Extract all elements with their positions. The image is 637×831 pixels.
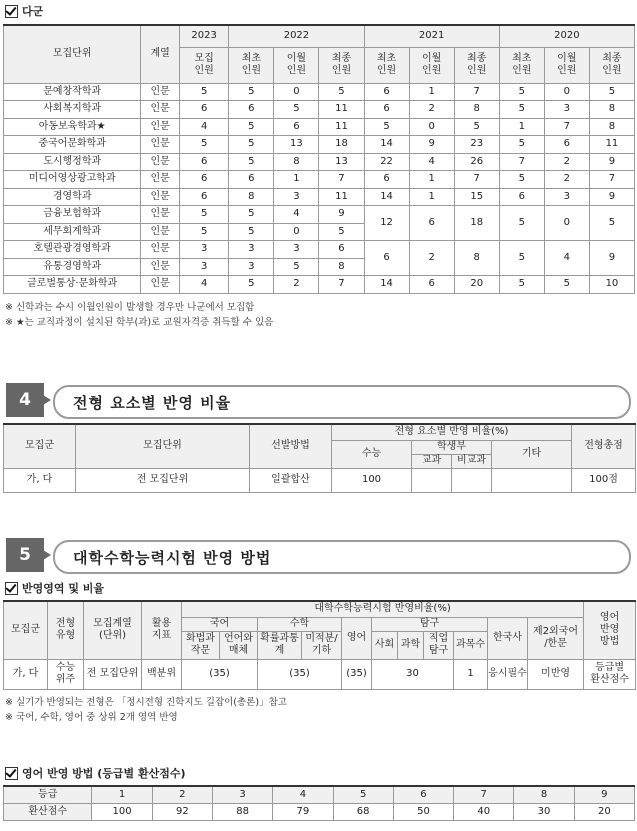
- table-cell: 5: [179, 223, 228, 241]
- table-cell: 5: [274, 101, 319, 119]
- table-cell: 23: [454, 136, 499, 154]
- cell-english: (35): [342, 659, 372, 689]
- grade-cell: 9: [574, 786, 634, 803]
- checkbox-icon: [5, 767, 18, 780]
- table-cell: 14: [364, 276, 409, 294]
- table-cell: 4: [409, 153, 454, 171]
- checkbox-icon: [5, 5, 18, 18]
- table-cell: 13: [319, 153, 364, 171]
- table-row: [4, 171, 635, 189]
- table-row: [4, 136, 635, 154]
- table-cell: 7: [589, 171, 634, 189]
- table-cell: 5: [499, 206, 544, 241]
- table-cell: 인문: [141, 101, 180, 119]
- table-cell: 6: [364, 241, 409, 276]
- table-cell: 3: [229, 241, 274, 259]
- table-cell: 6: [274, 118, 319, 136]
- score-cell: 92: [152, 803, 212, 820]
- col-inquiry: 탐구: [372, 617, 488, 631]
- table-cell: 3: [544, 188, 589, 206]
- table-cell: 20: [454, 276, 499, 294]
- table-cell: 6: [229, 171, 274, 189]
- dagun-table: [3, 24, 635, 294]
- table-cell: 11: [589, 136, 634, 154]
- table-cell: 2: [409, 101, 454, 119]
- eng-table-wrap: [0, 785, 637, 821]
- table-row: [4, 188, 635, 206]
- cell-group: 가, 다: [4, 659, 48, 689]
- grade-cell: 2: [152, 786, 212, 803]
- table-cell: 9: [409, 136, 454, 154]
- table-cell: 6: [364, 101, 409, 119]
- table-cell: 7: [499, 153, 544, 171]
- dagun-table-wrap: [0, 24, 637, 330]
- table-cell: 4: [544, 241, 589, 276]
- table-cell: 11: [319, 118, 364, 136]
- table-cell: 6: [179, 171, 228, 189]
- grade-cell: 7: [454, 786, 514, 803]
- col-korean-1: 화법과 작문: [182, 631, 220, 659]
- table-cell: 5: [229, 118, 274, 136]
- table-cell: 2: [409, 241, 454, 276]
- table-cell: 5: [499, 136, 544, 154]
- cell-unit: 전 모집단위: [76, 468, 250, 492]
- table-cell: 5: [229, 276, 274, 294]
- score-cell: 20: [574, 803, 634, 820]
- col-initial: 최초 인원: [364, 47, 409, 83]
- col-method: 선발방법: [250, 424, 332, 468]
- table-cell: 인문: [141, 223, 180, 241]
- table-cell: 5: [544, 276, 589, 294]
- csat-note: ※ 국어, 수학, 영어 중 상위 2개 영역 반영: [5, 711, 178, 723]
- reflect-heading: 반영영역 및 비율: [0, 580, 637, 596]
- cell-total: 100점: [572, 468, 636, 492]
- table-cell: 22: [364, 153, 409, 171]
- section-4-header: [3, 383, 633, 417]
- table-cell: 1: [409, 188, 454, 206]
- table-cell: 2: [274, 276, 319, 294]
- cell-math: (35): [258, 659, 342, 689]
- table-cell: 8: [589, 101, 634, 119]
- score-cell: 40: [454, 803, 514, 820]
- table-cell: 3: [544, 101, 589, 119]
- table-cell: 인문: [141, 241, 180, 259]
- table-cell: 3: [179, 241, 228, 259]
- cell-eng-method: 등급별 환산점수: [584, 659, 636, 689]
- table-cell: 4: [179, 276, 228, 294]
- table-cell: 5: [589, 206, 634, 241]
- table-cell: 5: [499, 276, 544, 294]
- table-cell: 13: [274, 136, 319, 154]
- col-group: 모집군: [4, 601, 48, 659]
- section-number: 4: [6, 383, 44, 417]
- section-number: 5: [6, 538, 44, 572]
- table-cell: 3: [229, 258, 274, 276]
- col-vocational: 직업 탐구: [424, 631, 454, 659]
- cell-unit: 금융보험학과: [4, 206, 141, 224]
- table-cell: 15: [454, 188, 499, 206]
- cell-unit: 문예창작학과: [4, 83, 141, 101]
- col-korean: 국어: [182, 617, 258, 631]
- table-cell: 3: [274, 241, 319, 259]
- col-final: 최종 인원: [589, 47, 634, 83]
- table-cell: 인문: [141, 188, 180, 206]
- col-subject-count: 과목수: [454, 631, 488, 659]
- table-cell: 5: [179, 206, 228, 224]
- table-cell: 5: [229, 136, 274, 154]
- table-cell: 인문: [141, 83, 180, 101]
- table-cell: 14: [364, 136, 409, 154]
- table-cell: 7: [319, 276, 364, 294]
- table-cell: 0: [274, 83, 319, 101]
- grade-label: 등급: [4, 786, 92, 803]
- table-cell: 4: [179, 118, 228, 136]
- table-cell: 인문: [141, 153, 180, 171]
- table-cell: 0: [544, 206, 589, 241]
- table-cell: 18: [454, 206, 499, 241]
- table-cell: 0: [544, 83, 589, 101]
- table-cell: 10: [589, 276, 634, 294]
- cell-history: 응시필수: [488, 659, 528, 689]
- score-cell: 88: [212, 803, 272, 820]
- table-cell: 6: [364, 171, 409, 189]
- table-cell: 7: [544, 118, 589, 136]
- table-cell: 5: [364, 118, 409, 136]
- grade-cell: 5: [333, 786, 393, 803]
- cell-unit: 글로벌통상·문화학과: [4, 276, 141, 294]
- col-final: 최종 인원: [454, 47, 499, 83]
- table-cell: 6: [319, 241, 364, 259]
- table-cell: 5: [274, 258, 319, 276]
- col-unit: 모집계열 (단위): [84, 601, 142, 659]
- cell-unit: 아동보육학과★: [4, 118, 141, 136]
- col-math-2: 미적분/ 기하: [302, 631, 342, 659]
- table-cell: 8: [229, 188, 274, 206]
- cell-unit: 호텔관광경영학과: [4, 241, 141, 259]
- year-2021: 2021: [364, 25, 499, 47]
- section-5-header: [3, 538, 633, 572]
- grade-cell: 3: [212, 786, 272, 803]
- table-row: [4, 153, 635, 171]
- cell-unit: 전 모집단위: [84, 659, 142, 689]
- col-index: 활용 지표: [142, 601, 182, 659]
- table-cell: 6: [179, 153, 228, 171]
- year-2020: 2020: [499, 25, 634, 47]
- col-group: 모집군: [4, 424, 76, 468]
- table-cell: 5: [499, 171, 544, 189]
- col-unit: 모집단위: [4, 25, 141, 83]
- table-row: [4, 206, 635, 224]
- table-cell: 6: [409, 206, 454, 241]
- table-cell: 8: [589, 118, 634, 136]
- cell-unit: 사회복지학과: [4, 101, 141, 119]
- table-row: [4, 241, 635, 259]
- year-2023: 2023: [179, 25, 228, 47]
- table-cell: 6: [364, 83, 409, 101]
- cell-index: 백분위: [142, 659, 182, 689]
- table-row: [4, 83, 635, 101]
- table-cell: 9: [589, 241, 634, 276]
- score-label: 환산점수: [4, 803, 92, 820]
- csat-note: ※ 실기가 반영되는 전형은 「정시전형 진학지도 길잡이(총론)」참고: [5, 696, 287, 708]
- table-cell: 2: [544, 171, 589, 189]
- table-cell: 6: [499, 188, 544, 206]
- table-cell: 11: [319, 101, 364, 119]
- table-cell: 8: [454, 101, 499, 119]
- table-cell: 1: [409, 171, 454, 189]
- grade-cell: 8: [514, 786, 574, 803]
- score-cell: 100: [92, 803, 152, 820]
- table-cell: 5: [319, 83, 364, 101]
- table-cell: 0: [274, 223, 319, 241]
- col-etc: 기타: [492, 440, 572, 468]
- table-cell: 인문: [141, 118, 180, 136]
- col-final: 최종 인원: [319, 47, 364, 83]
- table-cell: 6: [179, 101, 228, 119]
- table-cell: 4: [274, 206, 319, 224]
- cell-unit: 유통경영학과: [4, 258, 141, 276]
- col-second-lang: 제2외국어 /한문: [528, 617, 584, 659]
- table-row: [4, 276, 635, 294]
- table-cell: 7: [319, 171, 364, 189]
- table-cell: 5: [589, 83, 634, 101]
- cell-nonsubject: [452, 468, 492, 492]
- cell-unit: 중국어문화학과: [4, 136, 141, 154]
- col-initial: 최초 인원: [499, 47, 544, 83]
- table-cell: 7: [454, 171, 499, 189]
- table-cell: 6: [409, 276, 454, 294]
- col-social: 사회: [372, 631, 398, 659]
- col-history: 한국사: [488, 617, 528, 659]
- table-cell: 7: [454, 83, 499, 101]
- table-cell: 5: [229, 153, 274, 171]
- table-row: [4, 118, 635, 136]
- table-cell: 5: [499, 83, 544, 101]
- col-initial: 최초 인원: [229, 47, 274, 83]
- table-cell: 5: [229, 223, 274, 241]
- table-cell: 6: [179, 188, 228, 206]
- ratio-table: [3, 423, 636, 493]
- section-title: 전형 요소별 반영 비율: [53, 385, 631, 419]
- dagun-note: ※ 신학과는 수시 이월인원이 발생할 경우만 나군에서 모집함: [5, 301, 255, 313]
- section-dagun: [0, 3, 637, 19]
- table-cell: 1: [409, 83, 454, 101]
- table-cell: 11: [319, 188, 364, 206]
- score-cell: 68: [333, 803, 393, 820]
- cell-type: 수능 위주: [48, 659, 84, 689]
- col-math: 수학: [258, 617, 342, 631]
- table-cell: 1: [274, 171, 319, 189]
- score-cell: 50: [393, 803, 453, 820]
- table-cell: 인문: [141, 258, 180, 276]
- score-cell: 79: [273, 803, 333, 820]
- table-cell: 3: [274, 188, 319, 206]
- table-cell: 0: [409, 118, 454, 136]
- table-cell: 인문: [141, 276, 180, 294]
- table-cell: 5: [179, 136, 228, 154]
- col-nonsubject: 비교과: [452, 454, 492, 468]
- table-cell: 5: [499, 241, 544, 276]
- table-cell: 인문: [141, 171, 180, 189]
- cell-group: 가, 다: [4, 468, 76, 492]
- table-cell: 2: [544, 153, 589, 171]
- section-title: 대학수학능력시험 반영 방법: [53, 540, 631, 574]
- col-type: 전형 유형: [48, 601, 84, 659]
- table-cell: 8: [319, 258, 364, 276]
- grade-cell: 4: [273, 786, 333, 803]
- table-cell: 5: [319, 223, 364, 241]
- col-korean-2: 언어와 매체: [220, 631, 258, 659]
- table-cell: 5: [499, 101, 544, 119]
- col-csat: 수능: [332, 440, 412, 468]
- col-field: 계열: [141, 25, 180, 83]
- table-cell: 6: [229, 101, 274, 119]
- table-cell: 8: [274, 153, 319, 171]
- dagun-note: ※ ★는 교직과정이 설치된 학부(과)로 교원자격증 취득할 수 있음: [5, 316, 274, 328]
- col-record: 학생부: [412, 440, 492, 454]
- cell-unit: 경영학과: [4, 188, 141, 206]
- csat-table-wrap: [0, 600, 637, 725]
- col-total: 전형총점: [572, 424, 636, 468]
- table-cell: 12: [364, 206, 409, 241]
- col-unit: 모집단위: [76, 424, 250, 468]
- col-carry: 이월 인원: [409, 47, 454, 83]
- cell-korean: (35): [182, 659, 258, 689]
- csat-table: [3, 600, 636, 690]
- cell-second-lang: 미반영: [528, 659, 584, 689]
- col-csat-ratio: 대학수학능력시험 반영비율(%): [182, 601, 584, 617]
- year-2022: 2022: [229, 25, 364, 47]
- col-ratio: 전형 요소별 반영 비율(%): [332, 424, 572, 440]
- cell-inquiry: 30: [372, 659, 454, 689]
- col-eng-method: 영어 반영 방법: [584, 601, 636, 659]
- col-carry: 이월 인원: [274, 47, 319, 83]
- cell-subject-count: 1: [454, 659, 488, 689]
- arrow-icon: [43, 550, 51, 560]
- grade-cell: 1: [92, 786, 152, 803]
- cell-etc: [492, 468, 572, 492]
- checkbox-icon: [5, 582, 18, 595]
- col-subject: 교과: [412, 454, 452, 468]
- col-science: 과학: [398, 631, 424, 659]
- table-cell: 26: [454, 153, 499, 171]
- cell-csat: 100: [332, 468, 412, 492]
- score-cell: 30: [514, 803, 574, 820]
- grade-cell: 6: [393, 786, 453, 803]
- cell-unit: 미디어영상광고학과: [4, 171, 141, 189]
- col-math-1: 확률과통 계: [258, 631, 302, 659]
- dagun-heading: 다군: [0, 3, 637, 19]
- eng-heading: 영어 반영 방법 (등급별 환산점수): [0, 765, 637, 781]
- cell-subject: [412, 468, 452, 492]
- cell-unit: 세무회계학과: [4, 223, 141, 241]
- table-cell: 14: [364, 188, 409, 206]
- table-cell: 8: [454, 241, 499, 276]
- table-cell: 5: [454, 118, 499, 136]
- table-cell: 3: [179, 258, 228, 276]
- table-cell: 9: [319, 206, 364, 224]
- table-cell: 인문: [141, 136, 180, 154]
- col-english: 영어: [342, 617, 372, 659]
- cell-unit: 도시행정학과: [4, 153, 141, 171]
- table-cell: 18: [319, 136, 364, 154]
- table-cell: 9: [589, 188, 634, 206]
- cell-method: 일괄합산: [250, 468, 332, 492]
- eng-heading-wrap: [0, 765, 637, 781]
- table-cell: 인문: [141, 206, 180, 224]
- table-cell: 1: [499, 118, 544, 136]
- table-row: [4, 101, 635, 119]
- reflect-heading-wrap: [0, 580, 637, 596]
- col-recruit: 모집 인원: [179, 47, 228, 83]
- table-cell: 5: [229, 83, 274, 101]
- table-cell: 5: [179, 83, 228, 101]
- arrow-icon: [43, 395, 51, 405]
- ratio-table-wrap: [0, 423, 637, 493]
- table-cell: 9: [589, 153, 634, 171]
- table-cell: 6: [544, 136, 589, 154]
- col-carry: 이월 인원: [544, 47, 589, 83]
- eng-score-table: [3, 785, 635, 821]
- table-cell: 5: [229, 206, 274, 224]
